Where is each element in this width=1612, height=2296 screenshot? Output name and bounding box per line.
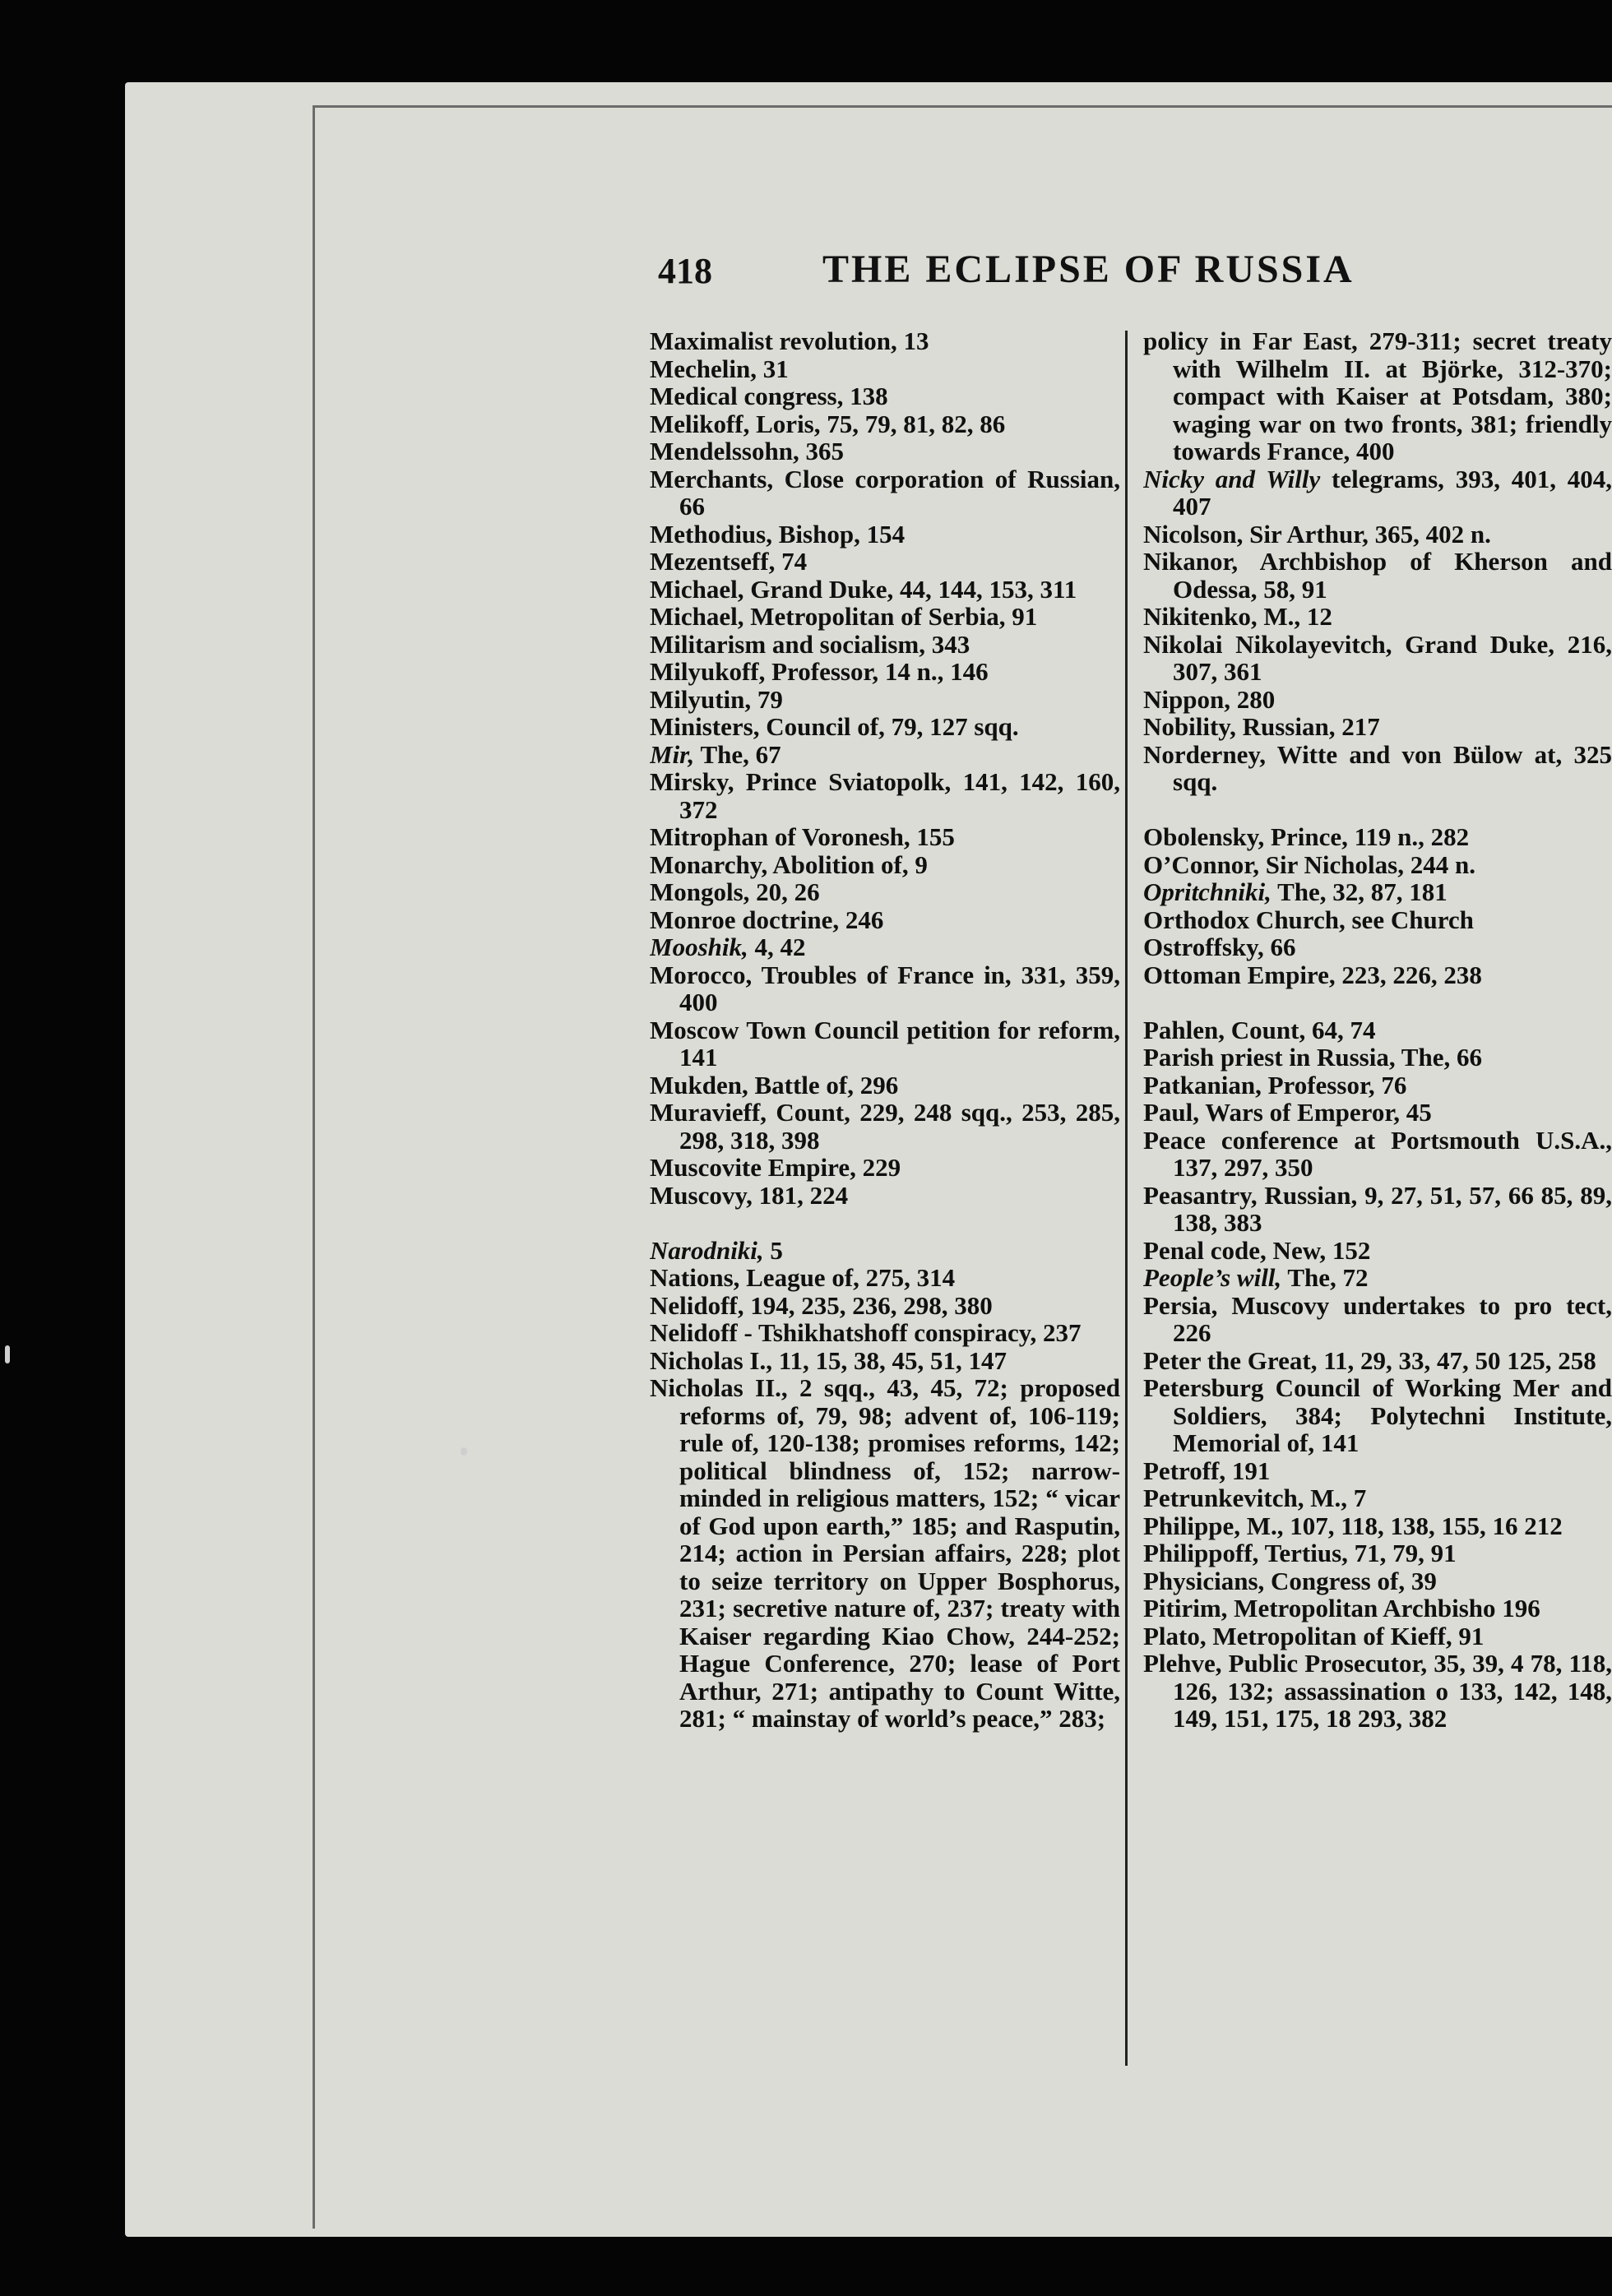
- index-entry-text: Petrunkevitch, M., 7: [1143, 1484, 1367, 1512]
- index-entry: [1143, 1127, 1612, 1182]
- index-entry-text: Milyukoff, Professor, 14 n., 146: [650, 657, 989, 686]
- index-entry-text: Peter the Great, 11, 29, 33, 47, 50 125, 258: [1143, 1345, 1596, 1375]
- index-entry-text: Peace conference at Portsmouth U.S.A., 137, 297, 350: [1143, 1125, 1612, 1182]
- index-entry: [1143, 906, 1612, 934]
- index-entry-text: telegrams, 393, 401, 404, 407: [1173, 464, 1612, 521]
- index-entry-text: Ministers, Council of, 79, 127 sqq.: [650, 712, 1019, 741]
- index-entry: [1143, 1484, 1612, 1512]
- index-entry-text: Paul, Wars of Emperor, 45: [1143, 1098, 1432, 1127]
- index-entry-text: Plehve, Public Prosecutor, 35, 39, 4 78, 118, 126, 132; assassination o 133, 142, 148, 149, 151, 175, 18 293, 382: [1143, 1649, 1612, 1733]
- index-entry-text: 4, 42: [748, 933, 806, 961]
- index-entry: [650, 355, 1120, 383]
- index-entry: [1143, 713, 1612, 741]
- index-entry: [650, 1319, 1120, 1347]
- index-entry: [650, 1264, 1120, 1292]
- index-entry-text: Penal code, New, 152: [1143, 1235, 1371, 1265]
- index-entry: [650, 327, 1120, 355]
- index-entry: [650, 906, 1120, 934]
- margin-speck: [5, 1345, 10, 1363]
- index-entry-text: Plato, Metropolitan of Kieff, 91: [1143, 1621, 1485, 1650]
- index-entry-text: Mezentseff, 74: [650, 547, 808, 576]
- index-entry: [650, 768, 1120, 823]
- section-gap: [1143, 988, 1612, 1016]
- index-entry-text: Mirsky, Prince Sviatopolk, 141, 142, 160, 372: [650, 767, 1120, 824]
- index-entry: [650, 1016, 1120, 1072]
- index-entry: [650, 382, 1120, 410]
- index-entry: [650, 437, 1120, 465]
- index-entry-text: Muscovy, 181, 224: [650, 1180, 849, 1210]
- index-entry-text: Ottoman Empire, 223, 226, 238: [1143, 960, 1482, 989]
- index-entry-text: Medical congress, 138: [650, 382, 888, 410]
- page-number: 418: [658, 251, 712, 291]
- section-gap: [1143, 796, 1612, 824]
- index-entry: [1143, 1099, 1612, 1127]
- index-entry-text: Mechelin, 31: [650, 354, 789, 383]
- index-entry: [650, 961, 1120, 1016]
- index-entry: [650, 658, 1120, 686]
- margin-speck: [461, 1447, 467, 1456]
- index-entry: [1143, 1374, 1612, 1457]
- index-entry-text: Nicholas I., 11, 15, 38, 45, 51, 147: [650, 1345, 1008, 1375]
- index-entry-text: Petroff, 191: [1143, 1456, 1271, 1485]
- index-entry-text: Pitirim, Metropolitan Archbisho 196: [1143, 1594, 1540, 1622]
- index-entry-text: Pahlen, Count, 64, 74: [1143, 1015, 1376, 1044]
- index-entry-text: Norderney, Witte and von Bülow at, 325 sqq.: [1143, 739, 1612, 796]
- index-entry-text: Philippoff, Tertius, 71, 79, 91: [1143, 1539, 1457, 1567]
- index-entry: [1143, 631, 1612, 686]
- section-gap: [650, 1209, 1120, 1237]
- index-entry: [650, 1292, 1120, 1320]
- index-entry: [1143, 1182, 1612, 1237]
- index-entry: [1143, 1044, 1612, 1072]
- index-entry-text: Nikolai Nikolayevitch, Grand Duke, 216, 307, 361: [1143, 629, 1612, 686]
- index-entry-text: Nikitenko, M., 12: [1143, 602, 1332, 631]
- index-entry: [650, 851, 1120, 879]
- index-entry: [1143, 1016, 1612, 1044]
- index-entry-text: Michael, Metropolitan of Serbia, 91: [650, 602, 1038, 631]
- index-entry-text: The, 32, 87, 181: [1271, 877, 1448, 906]
- index-entry: [650, 1374, 1120, 1733]
- index-entry: [1143, 823, 1612, 851]
- index-entry: [650, 576, 1120, 604]
- index-entry: [1143, 741, 1612, 796]
- index-entry: [650, 823, 1120, 851]
- index-entry: [1143, 1567, 1612, 1595]
- index-entry-text: Mitrophan of Voronesh, 155: [650, 822, 955, 851]
- index-entry: [1143, 1512, 1612, 1540]
- index-entry-text: Orthodox Church, see Church: [1143, 905, 1474, 934]
- index-entry: [1143, 1072, 1612, 1099]
- index-entry-text: Milyutin, 79: [650, 684, 783, 714]
- index-entry: [650, 741, 1120, 769]
- index-entry: [1143, 603, 1612, 631]
- index-entry-text: Michael, Grand Duke, 44, 144, 153, 311: [650, 574, 1077, 604]
- index-entry-text: Nations, League of, 275, 314: [650, 1263, 956, 1292]
- index-column-left: [650, 327, 1120, 1733]
- index-entry-text: Mongols, 20, 26: [650, 877, 820, 906]
- index-entry-text: Maximalist revolution, 13: [650, 327, 929, 355]
- index-entry: [650, 631, 1120, 659]
- index-entry: [1143, 686, 1612, 714]
- index-entry: [1143, 1650, 1612, 1733]
- index-entry-text: Militarism and socialism, 343: [650, 629, 970, 659]
- index-entry-text: The, 67: [694, 739, 781, 769]
- index-entry-text: Nippon, 280: [1143, 684, 1276, 714]
- index-entry-text: Nelidoff, 194, 235, 236, 298, 380: [650, 1290, 993, 1320]
- index-entry: [650, 933, 1120, 961]
- index-entry-text: Nicholas II., 2 sqq., 43, 45, 72; proposed reforms of, 79, 98; advent of, 106-119; rule of, 120-138; promises reforms, 142; political blindness of, 152; narrow-minded in religious matters, 152; “ vicar of God upon earth,” 185; and Rasputin, 214; action in Persian affairs, 228; plot to seize territory on Upper Bosphorus, 231; secretive nature of, 237; treaty with Kaiser regarding Kiao Chow, 244-252; Hague Conference, 270; lease of Port Arthur, 271; antipathy to Count Witte, 281; “ mainstay of world’s peace,” 283;: [650, 1373, 1120, 1733]
- index-entry: [1143, 521, 1612, 549]
- index-entry-text: policy in Far East, 279-311; secret treaty with Wilhelm II. at Björke, 312-370; compact with Kaiser at Potsdam, 380; waging war on two fronts, 381; friendly towards France, 400: [1143, 327, 1612, 465]
- index-entry: [650, 1237, 1120, 1265]
- index-entry-text: Physicians, Congress of, 39: [1143, 1566, 1437, 1595]
- index-entry: [1143, 465, 1612, 521]
- running-header: [658, 247, 1612, 312]
- index-entry: [1143, 1539, 1612, 1567]
- index-entry-text: The, 72: [1281, 1263, 1369, 1292]
- page-edge-top: [313, 105, 1612, 108]
- running-title: THE ECLIPSE OF RUSSIA: [822, 248, 1355, 291]
- index-entry-text: Nobility, Russian, 217: [1143, 712, 1380, 741]
- index-entry: [650, 1347, 1120, 1375]
- index-entry-text: Peasantry, Russian, 9, 27, 51, 57, 66 85, 89, 138, 383: [1143, 1180, 1612, 1237]
- index-entry-text: Nelidoff - Tshikhatshoff conspiracy, 237: [650, 1318, 1082, 1347]
- index-entry: [1143, 1595, 1612, 1622]
- index-entry-text: Petersburg Council of Working Mer and Soldiers, 384; Polytechni Institute, Memorial of, 141: [1143, 1373, 1612, 1457]
- column-divider: [1125, 331, 1128, 2066]
- index-entry: [1143, 1264, 1612, 1292]
- index-entry-text: Moscow Town Council petition for reform, 141: [650, 1015, 1120, 1072]
- index-entry: [1143, 1622, 1612, 1650]
- index-entry: [650, 1099, 1120, 1154]
- index-entry-text: Monroe doctrine, 246: [650, 905, 884, 934]
- index-entry-text: Merchants, Close corporation of Russian, 66: [650, 464, 1120, 521]
- index-entry-text: Patkanian, Professor, 76: [1143, 1070, 1407, 1099]
- index-entry-text: Nikanor, Archbishop of Kherson and Odessa, 58, 91: [1143, 547, 1612, 604]
- index-entry: [1143, 851, 1612, 879]
- index-entry-text: Monarchy, Abolition of, 9: [650, 849, 928, 879]
- index-entry: [1143, 327, 1612, 465]
- index-entry-text: Nicolson, Sir Arthur, 365, 402 n.: [1143, 519, 1491, 549]
- page-edge-left: [313, 107, 315, 2229]
- index-entry-text: Mukden, Battle of, 296: [650, 1070, 899, 1099]
- index-entry: [650, 1182, 1120, 1210]
- index-entry: [650, 1072, 1120, 1099]
- index-entry: [650, 878, 1120, 906]
- index-entry: [1143, 1457, 1612, 1485]
- index-entry-text: Muravieff, Count, 229, 248 sqq., 253, 285, 298, 318, 398: [650, 1098, 1120, 1155]
- index-entry-italic-heading: Nicky and Willy: [1143, 464, 1321, 493]
- index-entry: [1143, 548, 1612, 603]
- index-entry-text: Philippe, M., 107, 118, 138, 155, 16 212: [1143, 1511, 1563, 1540]
- index-entry: [650, 410, 1120, 438]
- index-entry: [650, 1154, 1120, 1182]
- index-entry-text: Parish priest in Russia, The, 66: [1143, 1043, 1482, 1072]
- index-entry-text: Methodius, Bishop, 154: [650, 519, 906, 549]
- index-entry: [1143, 961, 1612, 989]
- index-entry: [1143, 1347, 1612, 1375]
- index-column-right: [1143, 327, 1612, 1733]
- index-entry: [1143, 878, 1612, 906]
- index-entry-text: Mendelssohn, 365: [650, 437, 844, 465]
- index-entry-italic-heading: Narodniki,: [650, 1235, 764, 1265]
- index-entry-italic-heading: Mir,: [650, 739, 695, 769]
- index-entry-italic-heading: Opritchniki,: [1143, 877, 1272, 906]
- index-entry: [650, 603, 1120, 631]
- index-entry-text: Obolensky, Prince, 119 n., 282: [1143, 822, 1470, 851]
- index-entry: [650, 548, 1120, 576]
- index-entry: [650, 465, 1120, 521]
- index-entry-text: Ostroffsky, 66: [1143, 933, 1296, 961]
- index-entry: [1143, 933, 1612, 961]
- index-entry-italic-heading: Mooshik,: [650, 933, 748, 961]
- index-entry-text: O’Connor, Sir Nicholas, 244 n.: [1143, 849, 1475, 879]
- index-entry: [1143, 1237, 1612, 1265]
- index-entry-text: 5: [763, 1235, 783, 1265]
- index-entry: [1143, 1292, 1612, 1347]
- index-entry-italic-heading: People’s will,: [1143, 1263, 1282, 1292]
- index-entry: [650, 521, 1120, 549]
- index-entry-text: Morocco, Troubles of France in, 331, 359, 400: [650, 960, 1120, 1016]
- index-entry-text: Persia, Muscovy undertakes to pro tect, 226: [1143, 1290, 1612, 1347]
- index-entry: [650, 713, 1120, 741]
- index-entry-text: Muscovite Empire, 229: [650, 1153, 901, 1182]
- index-entry-text: Melikoff, Loris, 75, 79, 81, 82, 86: [650, 409, 1006, 438]
- index-entry: [650, 686, 1120, 714]
